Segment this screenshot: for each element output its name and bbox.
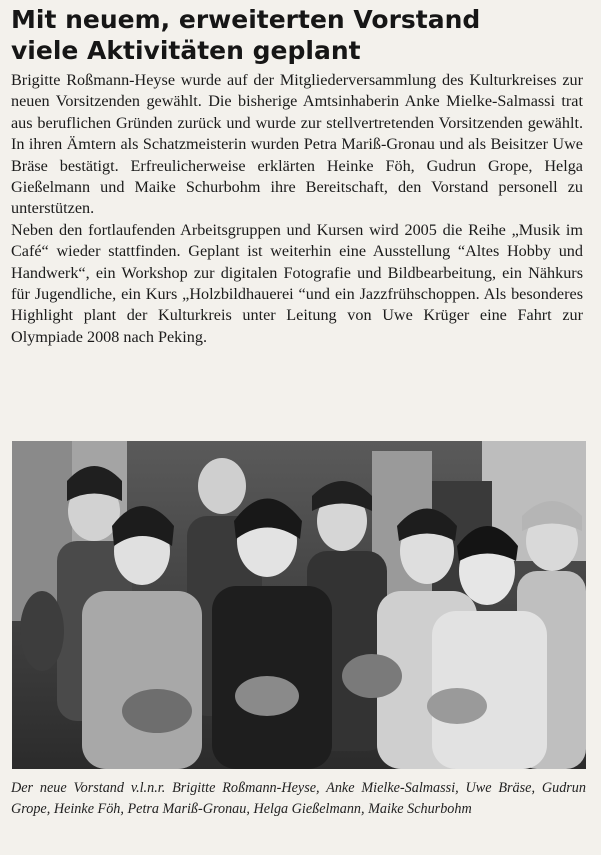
paragraph-2: Neben den fortlaufenden Arbeitsgruppen und Kursen wird 2005 die Reihe „Musik im Café“ wieder stattfinden. Geplant ist weiterhin eine Ausstellung “Altes Hobby und Handwerk“, ein Workshop zur digitalen Fotografie und Bildbearbeitung, ein Nähkurs für Jugendliche, ein Kurs „Holzbildhauerei “und ein Jazzfrühschoppen. Als besonderes Highlight plant der Kulturkreis unter Leitung von Uwe Krüger eine Fahrt zur Olympiade 2008 nach Peking. [11, 220, 583, 346]
photo-caption: Der neue Vorstand v.l.n.r. Brigitte Roßmann-Heyse, Anke Mielke-Salmassi, Uwe Bräse, Gudrun Grope, Heinke Föh, Petra Mariß-Gronau, Helga Gießelmann, Maike Schurbohm [11, 780, 586, 817]
article-body [11, 70, 583, 348]
group-photo [12, 441, 586, 769]
headline-line-1: Mit neuem, erweiterten Vorstand [11, 5, 481, 34]
headline-line-2: viele Aktivitäten geplant [11, 36, 361, 65]
group-photo-illustration [12, 441, 586, 769]
paragraph-1: Brigitte Roßmann-Heyse wurde auf der Mitgliederversammlung des Kulturkreises zur neuen Vorsitzenden gewählt. Die bisherige Amtsinhaberin Anke Mielke-Salmassi trat aus beruflichen Gründen zurück und wurde zur stellvertretenden Vorsitzenden gewählt. In ihren Ämtern als Schatzmeisterin wurden Petra Mariß-Gronau und als Beisitzer Uwe Bräse bestätigt. Erfreulicherweise erklärten Heinke Föh, Gudrun Grope, Helga Gießelmann und Maike Schurbohm ihre Bereitschaft, den Vorstand personell zu unterstützen. [11, 71, 583, 218]
article-headline [11, 4, 596, 66]
